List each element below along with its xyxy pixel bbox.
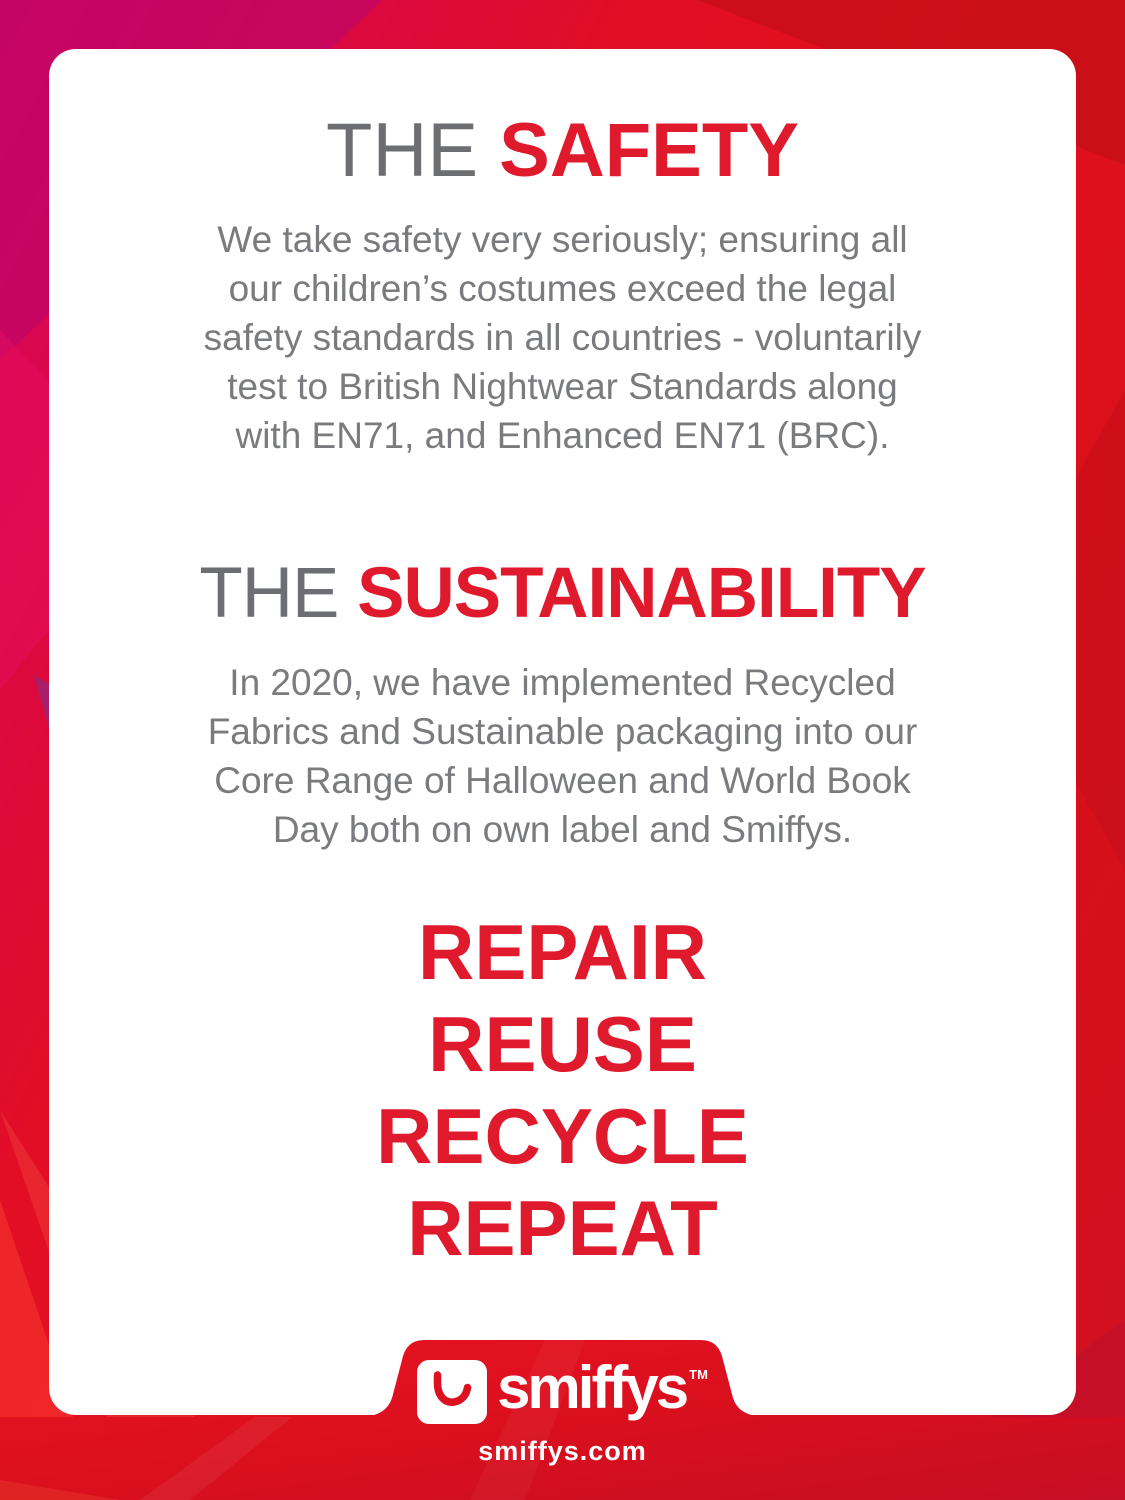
paragraph-line: test to British Nightwear Standards along (227, 366, 898, 407)
paragraph-line: Day both on own label and Smiffys. (272, 809, 853, 850)
safety-paragraph (49, 215, 1076, 460)
sustainability-paragraph (49, 658, 1076, 854)
slogan-block (49, 906, 1076, 1274)
sustainability-heading-main: SUSTAINABILITY (357, 554, 926, 633)
smiffys-wordmark: smiffys (497, 1354, 687, 1421)
paragraph-line: In 2020, we have implemented Recycled (229, 662, 896, 703)
trademark-symbol: TM (689, 1367, 708, 1382)
paragraph-line: with EN71, and Enhanced EN71 (BRC). (235, 415, 890, 456)
paragraph-line: safety standards in all countries - voluntarily (203, 317, 922, 358)
safety-heading-prefix: THE (326, 108, 479, 193)
paragraph-line: Fabrics and Sustainable packaging into our (207, 711, 918, 752)
sustainability-heading-prefix: THE (199, 554, 339, 633)
paragraph-line: Core Range of Halloween and World Book (214, 760, 911, 801)
slogan-line-reuse: REUSE (428, 1000, 697, 1088)
slogan-line-recycle: RECYCLE (376, 1092, 749, 1180)
slogan-line-repair: REPAIR (418, 908, 707, 996)
sustainability-heading (49, 556, 1076, 632)
paragraph-line: We take safety very seriously; ensuring all (217, 219, 908, 260)
smiffys-logo (0, 1356, 1125, 1424)
smile-icon (417, 1360, 487, 1424)
safety-heading (49, 108, 1076, 193)
slogan-line-repeat: REPEAT (407, 1184, 718, 1272)
website-url: smiffys.com (478, 1436, 647, 1466)
paragraph-line: our children’s costumes exceed the legal (228, 268, 897, 309)
safety-heading-main: SAFETY (499, 108, 799, 193)
content-card (49, 49, 1076, 1415)
